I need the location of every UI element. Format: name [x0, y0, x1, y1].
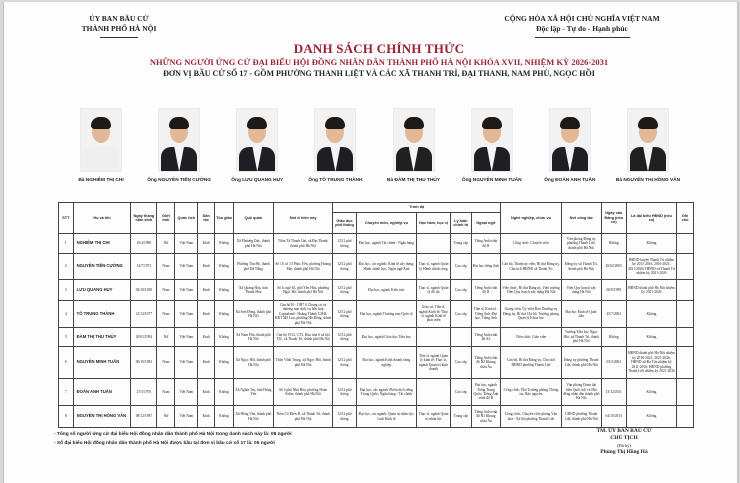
col-religion: Tôn giáo	[215, 203, 234, 234]
cell-dob: 27/5/1976	[131, 379, 157, 406]
cell-political: Trung cấp	[450, 234, 471, 254]
col-gender: Giới tính	[157, 203, 175, 234]
cell-religion: Không	[215, 379, 234, 406]
cell-note	[677, 347, 694, 379]
document-title: DANH SÁCH CHÍNH THỨC	[293, 41, 465, 56]
col-dob: Ngày tháng năm sinh	[131, 203, 157, 234]
cell-residence: Thôn Vĩnh Trung, xã Ngọc Hồi, thành phố Hà Nội	[273, 347, 333, 379]
cell-party-date: 04/10/2013	[601, 406, 626, 428]
cell-hdnd: HĐND thành phố Hà Nội nhiệm kỳ 2016-2021, 2021-2026; HĐND xã Đa Tốn nhiệm kỳ 2011-2016; HĐND phường Thanh Liệt nhiệm kỳ 2021-2026	[626, 347, 676, 379]
cell-hdnd: HĐND huyện Thanh Trì nhiệm kỳ 2011-2016, 2016-2021, 2021-2026; HĐND xã Thanh Trì nhiệm kỳ 2021-2026	[626, 254, 676, 280]
cell-party-date: 13/12/2011	[601, 379, 626, 406]
cell-occupation: Công chức, Phó Trưởng phòng Thông tin, Báo nguyên	[501, 379, 562, 406]
cell-political: Cao cấp	[450, 254, 471, 280]
cell-ethnicity: Kinh	[198, 301, 215, 328]
issuer-underline	[100, 37, 138, 38]
cell-degree: Thạc sĩ, ngành Quản lý Hành chính công	[417, 254, 451, 280]
signature-name: Phùng Thị Hồng Hà	[600, 449, 648, 455]
cell-specialty: Đại học, các ngành: Phiên dịch tiếng Trung Quốc; Ngân hàng - Tài chính	[356, 379, 417, 406]
cell-hometown: Xã Nghĩa Trụ, tỉnh Hưng Yên	[233, 379, 273, 406]
cell-party-date: Không	[601, 234, 626, 254]
cell-hdnd: Không	[626, 328, 676, 347]
cell-religion: Không	[215, 347, 234, 379]
cell-hdnd: Không	[626, 234, 676, 254]
candidate-caption: Ông NGUYỄN MINH TUẤN	[461, 178, 522, 183]
cell-stt: 2	[59, 254, 74, 280]
cell-nationality: Việt Nam	[175, 280, 198, 301]
cell-residence: Căn hộ 1912, CT3, Khu nhà ở xã hội TIC, xã Thanh Trì, thành phố Hà Nội	[273, 328, 333, 347]
candidate-photo	[549, 108, 591, 172]
issuer-line-2: THÀNH PHỐ HÀ NỘI	[81, 24, 157, 33]
cell-hometown: Xã Phượng Dực, thành phố Hà Nội	[233, 234, 273, 254]
col-ethnicity: Dân tộc	[198, 203, 215, 234]
cell-name: LƯU QUANG HUY	[73, 280, 131, 301]
cell-nationality: Việt Nam	[175, 406, 198, 428]
cell-hdnd: Không	[626, 301, 676, 328]
cell-occupation: Viên chức, Bí thư Đảng ủy, Viện trưởng Viện Quy hoạch xây dựng Hà Nội	[501, 280, 562, 301]
cell-ethnicity: Kinh	[198, 406, 215, 428]
cell-residence: Số 4 phố Nhà Hỏa, phường Hoàn Kiếm, thành phố Hà Nội	[273, 379, 333, 406]
cell-degree: Giáo sư, Tiến sĩ, ngành Kinh tế; Thạc sĩ, ngành Kinh tế phát triển	[417, 301, 451, 328]
cell-nationality: Việt Nam	[175, 347, 198, 379]
candidate-caption: Bà NGHIÊM THỊ CHI	[78, 178, 124, 183]
cell-dob: 14/7/1972	[131, 254, 157, 280]
cell-gender: Nữ	[157, 406, 175, 428]
cell-language: Tiếng Anh trình độ B	[471, 280, 500, 301]
cell-language: Tiếng Anh trình độ A2	[471, 328, 500, 347]
cell-workplace: Trường Tiểu học Ngọc Hồi, xã Thanh Trì, thành phố Hà Nội	[561, 328, 601, 347]
cell-religion: Không	[215, 328, 234, 347]
cell-occupation: Cán bộ, Thành ủy viên, Bí thư Đảng ủy, Chủ tịch HĐND xã Thanh Trì	[501, 254, 562, 280]
cell-degree: Thạc sĩ, ngành Quản trị nhân lực	[417, 406, 451, 428]
cell-specialty: Đại học, ngành Giáo dục Tiểu học	[356, 328, 417, 347]
table-row	[59, 280, 694, 301]
col-hometown: Quê quán	[233, 203, 273, 234]
cell-degree: Thạc sĩ, ngành Quản lý đô thị	[417, 280, 451, 301]
cell-language: Tiếng Anh trình độ B1 Khung châu Âu	[471, 406, 500, 428]
cell-gender: Nam	[157, 379, 175, 406]
cell-ethnicity: Kinh	[198, 328, 215, 347]
cell-hometown: Xã Hồng Vân, thành phố Hà Nội	[233, 406, 273, 428]
table-row	[59, 347, 694, 379]
cell-gender: Nữ	[157, 234, 175, 254]
cell-name: ĐOÀN ANH TUẤN	[73, 379, 131, 406]
cell-name: NGHIÊM THỊ CHI	[73, 234, 131, 254]
candidate-photo	[627, 108, 669, 172]
col-general-edu: Giáo dục phổ thông	[333, 213, 356, 234]
motto-line-1: CỘNG HÒA XÃ HỘI CHỦ NGHĨA VIỆT NAM	[504, 14, 660, 23]
candidate-card	[62, 108, 140, 183]
candidate-caption: Ông NGUYỄN TIẾN CƯỜNG	[147, 178, 212, 183]
col-nationality: Quốc tịch	[175, 203, 198, 234]
table-header-row	[59, 203, 694, 213]
signature-org: TM. ỦY BAN BẦU CỬ	[596, 428, 652, 434]
cell-nationality: Việt Nam	[175, 254, 198, 280]
cell-occupation: Cán bộ, Bí thư Đảng ủy, Chủ tịch HĐND phường Thanh Liệt	[501, 347, 562, 379]
summary-notes	[54, 430, 384, 448]
cell-residence: Số 10, tổ 13 Phúc Yên, phường Hoàng Mai, thành phố Hà Nội	[273, 254, 333, 280]
cell-stt: 7	[59, 379, 74, 406]
cell-stt: 1	[59, 234, 74, 254]
table-row	[59, 301, 694, 328]
candidate-card	[218, 108, 296, 183]
cell-party-date: Không	[601, 328, 626, 347]
candidate-caption: Bà ĐÀM THỊ THU THỦY	[387, 178, 441, 183]
cell-general-edu: 12/12 phổ thông	[333, 328, 356, 347]
cell-nationality: Việt Nam	[175, 301, 198, 328]
cell-religion: Không	[215, 280, 234, 301]
cell-workplace: Văn phòng Đoàn đại biểu Quốc hội và Hội đồng nhân dân thành phố Hà Nội	[561, 379, 601, 406]
cell-general-edu: 12/12 phổ thông	[333, 406, 356, 428]
table-body	[59, 234, 694, 428]
cell-stt: 6	[59, 347, 74, 379]
col-specialty: Chuyên môn, nghiệp vụ	[356, 213, 417, 234]
cell-nationality: Việt Nam	[175, 234, 198, 254]
cell-workplace: UBND phường Thanh Liệt, thành phố Hà Nội	[561, 406, 601, 428]
motto-underline	[535, 37, 630, 38]
candidate-table	[58, 202, 694, 428]
cell-name: NGUYỄN TIẾN CƯỜNG	[73, 254, 131, 280]
table-row	[59, 328, 694, 347]
table-row	[59, 406, 694, 428]
candidate-card	[296, 108, 374, 183]
cell-general-edu: 12/12 phổ thông	[333, 347, 356, 379]
issuer-header	[64, 14, 174, 38]
cell-hdnd: Không	[626, 379, 676, 406]
candidate-photo	[158, 108, 200, 172]
cell-nationality: Việt Nam	[175, 328, 198, 347]
cell-workplace: Viện Quy hoạch xây dựng Hà Nội	[561, 280, 601, 301]
cell-party-date: 03/3/2004	[601, 347, 626, 379]
signature-title: CHỦ TỊCH	[610, 435, 638, 441]
candidate-photo	[236, 108, 278, 172]
cell-hometown: Xã Ngọc Hồi, thành phố Hà Nội	[233, 347, 273, 379]
cell-specialty: Đại học, ngành Kiến trúc	[356, 280, 417, 301]
col-residence: Nơi ở hiện nay	[273, 203, 333, 234]
candidate-photos	[62, 108, 687, 183]
candidate-caption: Bà NGUYỄN THỊ HỒNG VÂN	[615, 178, 681, 183]
cell-stt: 8	[59, 406, 74, 428]
col-degree: Học hàm, học vị	[417, 213, 451, 234]
cell-gender: Nam	[157, 254, 175, 280]
cell-hdnd: HĐND thành phố Hà Nội nhiệm kỳ 2021-2026	[626, 280, 676, 301]
cell-occupation: Giảng viên, Ủy viên Ban Thường vụ Đảng ủy, Bí thư Chi bộ, Trưởng phòng Quản lý Khoa học	[501, 301, 562, 328]
cell-religion: Không	[215, 301, 234, 328]
cell-degree	[417, 379, 451, 406]
candidate-photo	[393, 108, 435, 172]
cell-dob: 20/01/1994	[131, 328, 157, 347]
cell-specialty: Đại học, các ngành: Kinh tế xây dựng; Hành chính học; Ngôn ngữ Anh	[356, 254, 417, 280]
electoral-unit: ĐƠN VỊ BẦU CỬ SỐ 17 - GỒM PHƯỜNG THANH LIỆT VÀ CÁC XÃ THANH TRÌ, ĐẠI THANH, NAM PHÙ, NGỌC HỒI	[163, 69, 595, 78]
cell-occupation: Công chức, Chuyên viên	[501, 234, 562, 254]
col-occupation: Nghề nghiệp, chức vụ	[501, 203, 562, 234]
cell-dob: 08/12/1987	[131, 406, 157, 428]
cell-hdnd: Không	[626, 406, 676, 428]
cell-general-edu: 12/12 phổ thông	[333, 301, 356, 328]
candidate-card	[531, 108, 609, 183]
cell-degree	[417, 328, 451, 347]
cell-language: Đại học, ngành Tiếng Trung Quốc; Tiếng Anh trình độ B	[471, 379, 500, 406]
candidate-card	[375, 108, 453, 183]
cell-hometown: Xã Sơn Đông, thành phố Hà Nội	[233, 301, 273, 328]
cell-ethnicity: Kinh	[198, 254, 215, 280]
cell-note	[677, 280, 694, 301]
cell-political: Cao cấp	[450, 280, 471, 301]
document-subtitle: NHỮNG NGƯỜI ỨNG CỬ ĐẠI BIỂU HỘI ĐỒNG NHÂN DÂN THÀNH PHỐ HÀ NỘI KHÓA XVII, NHIỆM KỲ 2026-2031	[149, 57, 609, 67]
cell-party-date: 06/9/1998	[601, 280, 626, 301]
cell-specialty: Đại học, các ngành: Quản trị nhân lực; Luật Kinh tế	[356, 406, 417, 428]
candidate-photo	[80, 108, 122, 172]
cell-note	[677, 379, 694, 406]
cell-note	[677, 254, 694, 280]
cell-dob: 16/4/1990	[131, 234, 157, 254]
cell-gender: Nam	[157, 280, 175, 301]
signature-block	[564, 428, 684, 456]
cell-residence: Thôn Cổ Điển B, xã Thanh Trì, thành phố Hà Nội	[273, 406, 333, 428]
cell-hometown: Xã Quảng Hòa, tỉnh Thanh Hóa	[233, 280, 273, 301]
cell-gender: Nam	[157, 301, 175, 328]
cell-stt: 4	[59, 301, 74, 328]
cell-gender: Nữ	[157, 328, 175, 347]
cell-name: NGUYỄN MINH TUẤN	[73, 347, 131, 379]
cell-ethnicity: Kinh	[198, 280, 215, 301]
col-party-date: Ngày vào Đảng (nếu có)	[601, 203, 626, 234]
cell-ethnicity: Kinh	[198, 234, 215, 254]
candidate-photo	[314, 108, 356, 172]
col-language: Ngoại ngữ	[471, 213, 500, 234]
candidate-caption: Ông ĐOÀN ANH TUẤN	[544, 178, 596, 183]
candidate-card	[453, 108, 531, 183]
cell-language: Tiếng Anh trình độ B	[471, 234, 500, 254]
cell-occupation: Viên chức, Giáo viên	[501, 328, 562, 347]
cell-political: Cao cấp	[450, 301, 471, 328]
cell-note	[677, 406, 694, 428]
signature-status: (Đã ký)	[617, 443, 631, 448]
cell-party-date: 25/7/2004	[601, 301, 626, 328]
cell-political: Cao cấp	[450, 347, 471, 379]
cell-general-edu: 12/12 phổ thông	[333, 234, 356, 254]
cell-note	[677, 234, 694, 254]
cell-dob: 06/10/1983	[131, 347, 157, 379]
cell-political: Cao cấp	[450, 379, 471, 406]
cell-religion: Không	[215, 406, 234, 428]
cell-nationality: Việt Nam	[175, 379, 198, 406]
cell-hometown: Phường Tân Hồ, thành phố Đà Nẵng	[233, 254, 273, 280]
cell-stt: 3	[59, 280, 74, 301]
table-row	[59, 254, 694, 280]
candidate-card	[609, 108, 687, 183]
cell-religion: Không	[215, 254, 234, 280]
cell-name: TÔ TRUNG THÀNH	[73, 301, 131, 328]
cell-language: Tiếng Anh trình độ B2 Khung châu Âu	[471, 347, 500, 379]
cell-religion: Không	[215, 234, 234, 254]
cell-name: NGUYỄN THỊ HỒNG VÂN	[73, 406, 131, 428]
motto-line-2: Độc lập - Tự do - Hạnh phúc	[536, 24, 628, 33]
cell-language: Tiến sĩ, Kinh tế - Tiếng Anh; Đại học, Tiếng Anh	[471, 301, 500, 328]
col-political: Lý luận chính trị	[450, 213, 471, 234]
cell-dob: 02/10/1969	[131, 280, 157, 301]
cell-note	[677, 301, 694, 328]
cell-language: Đại học tiếng Anh	[471, 254, 500, 280]
cell-political: Trung cấp	[450, 406, 471, 428]
cell-residence: Căn hộ B - 11B7 6 Chung cư và thương mại dịch vụ hỗn hợp Capitaland - Hoàng Thành C2H4, KĐT Mỗ Lao, phường Hà Đông, thành phố Hà Nội	[273, 301, 333, 328]
cell-workplace: Đảng ủy phường Thanh Liệt, thành phố Hà Nội	[561, 347, 601, 379]
candidate-card	[140, 108, 218, 183]
cell-workplace: Đảng ủy xã Thanh Trì, thành phố Hà Nội	[561, 254, 601, 280]
col-name: Họ và tên	[73, 203, 131, 234]
candidate-photo	[471, 108, 513, 172]
cell-residence: Số 6, ngõ 63, phố Yên Hòa, phường Ngọc Hà, thành phố Hà Nội	[273, 280, 333, 301]
document-title-block	[84, 42, 674, 79]
cell-ethnicity: Kinh	[198, 379, 215, 406]
note-total-candidates: - Tổng số người ứng cử đại biểu Hội đồng nhân dân thành phố Hà Nội trong danh sách này là: 08 người	[54, 432, 292, 437]
cell-specialty: Đại học, ngành Thương mại Quốc tế	[356, 301, 417, 328]
cell-general-edu: 12/12 phổ thông	[333, 379, 356, 406]
cell-degree: Tiến sĩ, ngành Quản lý kinh tế; Thạc sĩ, ngành Quản trị kinh doanh	[417, 347, 451, 379]
cell-ethnicity: Kinh	[198, 347, 215, 379]
cell-stt: 5	[59, 328, 74, 347]
cell-occupation: Công chức, Chuyên viên phòng Văn hóa - Xã hội phường Thanh Liệt	[501, 406, 562, 428]
cell-general-edu: 12/12 phổ thông	[333, 280, 356, 301]
cell-general-edu: 12/12 phổ thông	[333, 254, 356, 280]
col-hdnd: Là đại biểu HĐND (nếu có)	[626, 203, 676, 234]
cell-workplace: Đại học Kinh tế Quốc dân	[561, 301, 601, 328]
cell-residence: Thôn Tả Thanh Oai, xã Đại Thanh, thành phố Hà Nội	[273, 234, 333, 254]
table-row	[59, 379, 694, 406]
document-page	[3, 2, 739, 483]
cell-note	[677, 328, 694, 347]
table-row	[59, 234, 694, 254]
cell-gender: Nam	[157, 347, 175, 379]
cell-degree	[417, 234, 451, 254]
cell-specialty: Đại học, ngành Tài chính - Ngân hàng	[356, 234, 417, 254]
national-motto	[482, 14, 682, 38]
cell-name: ĐÀM THỊ THU THỦY	[73, 328, 131, 347]
cell-political	[450, 328, 471, 347]
col-group-education: Trình độ	[333, 203, 501, 213]
col-note: Ghi chú	[677, 203, 694, 234]
candidate-caption: Ông TÔ TRUNG THÀNH	[308, 178, 363, 183]
cell-hometown: Xã Nam Phù, thành phố Hà Nội	[233, 328, 273, 347]
candidate-caption: Ông LƯU QUANG HUY	[231, 178, 284, 183]
cell-dob: 21/12/1977	[131, 301, 157, 328]
cell-party-date: 26/02/2005	[601, 254, 626, 280]
col-stt: STT	[59, 203, 74, 234]
note-seats: - Số đại biểu Hội đồng nhân dân thành phố Hà Nội được bầu tại đơn vị bầu cử số 17 là: 05 người	[54, 441, 275, 446]
cell-workplace: Văn phòng Đảng ủy phường Thanh Liệt, thành phố Hà Nội	[561, 234, 601, 254]
issuer-line-1: ỦY BAN BẦU CỬ	[89, 14, 149, 23]
cell-specialty: Đại học, ngành Kinh doanh nông nghiệp	[356, 347, 417, 379]
col-workplace: Nơi công tác	[561, 203, 601, 234]
